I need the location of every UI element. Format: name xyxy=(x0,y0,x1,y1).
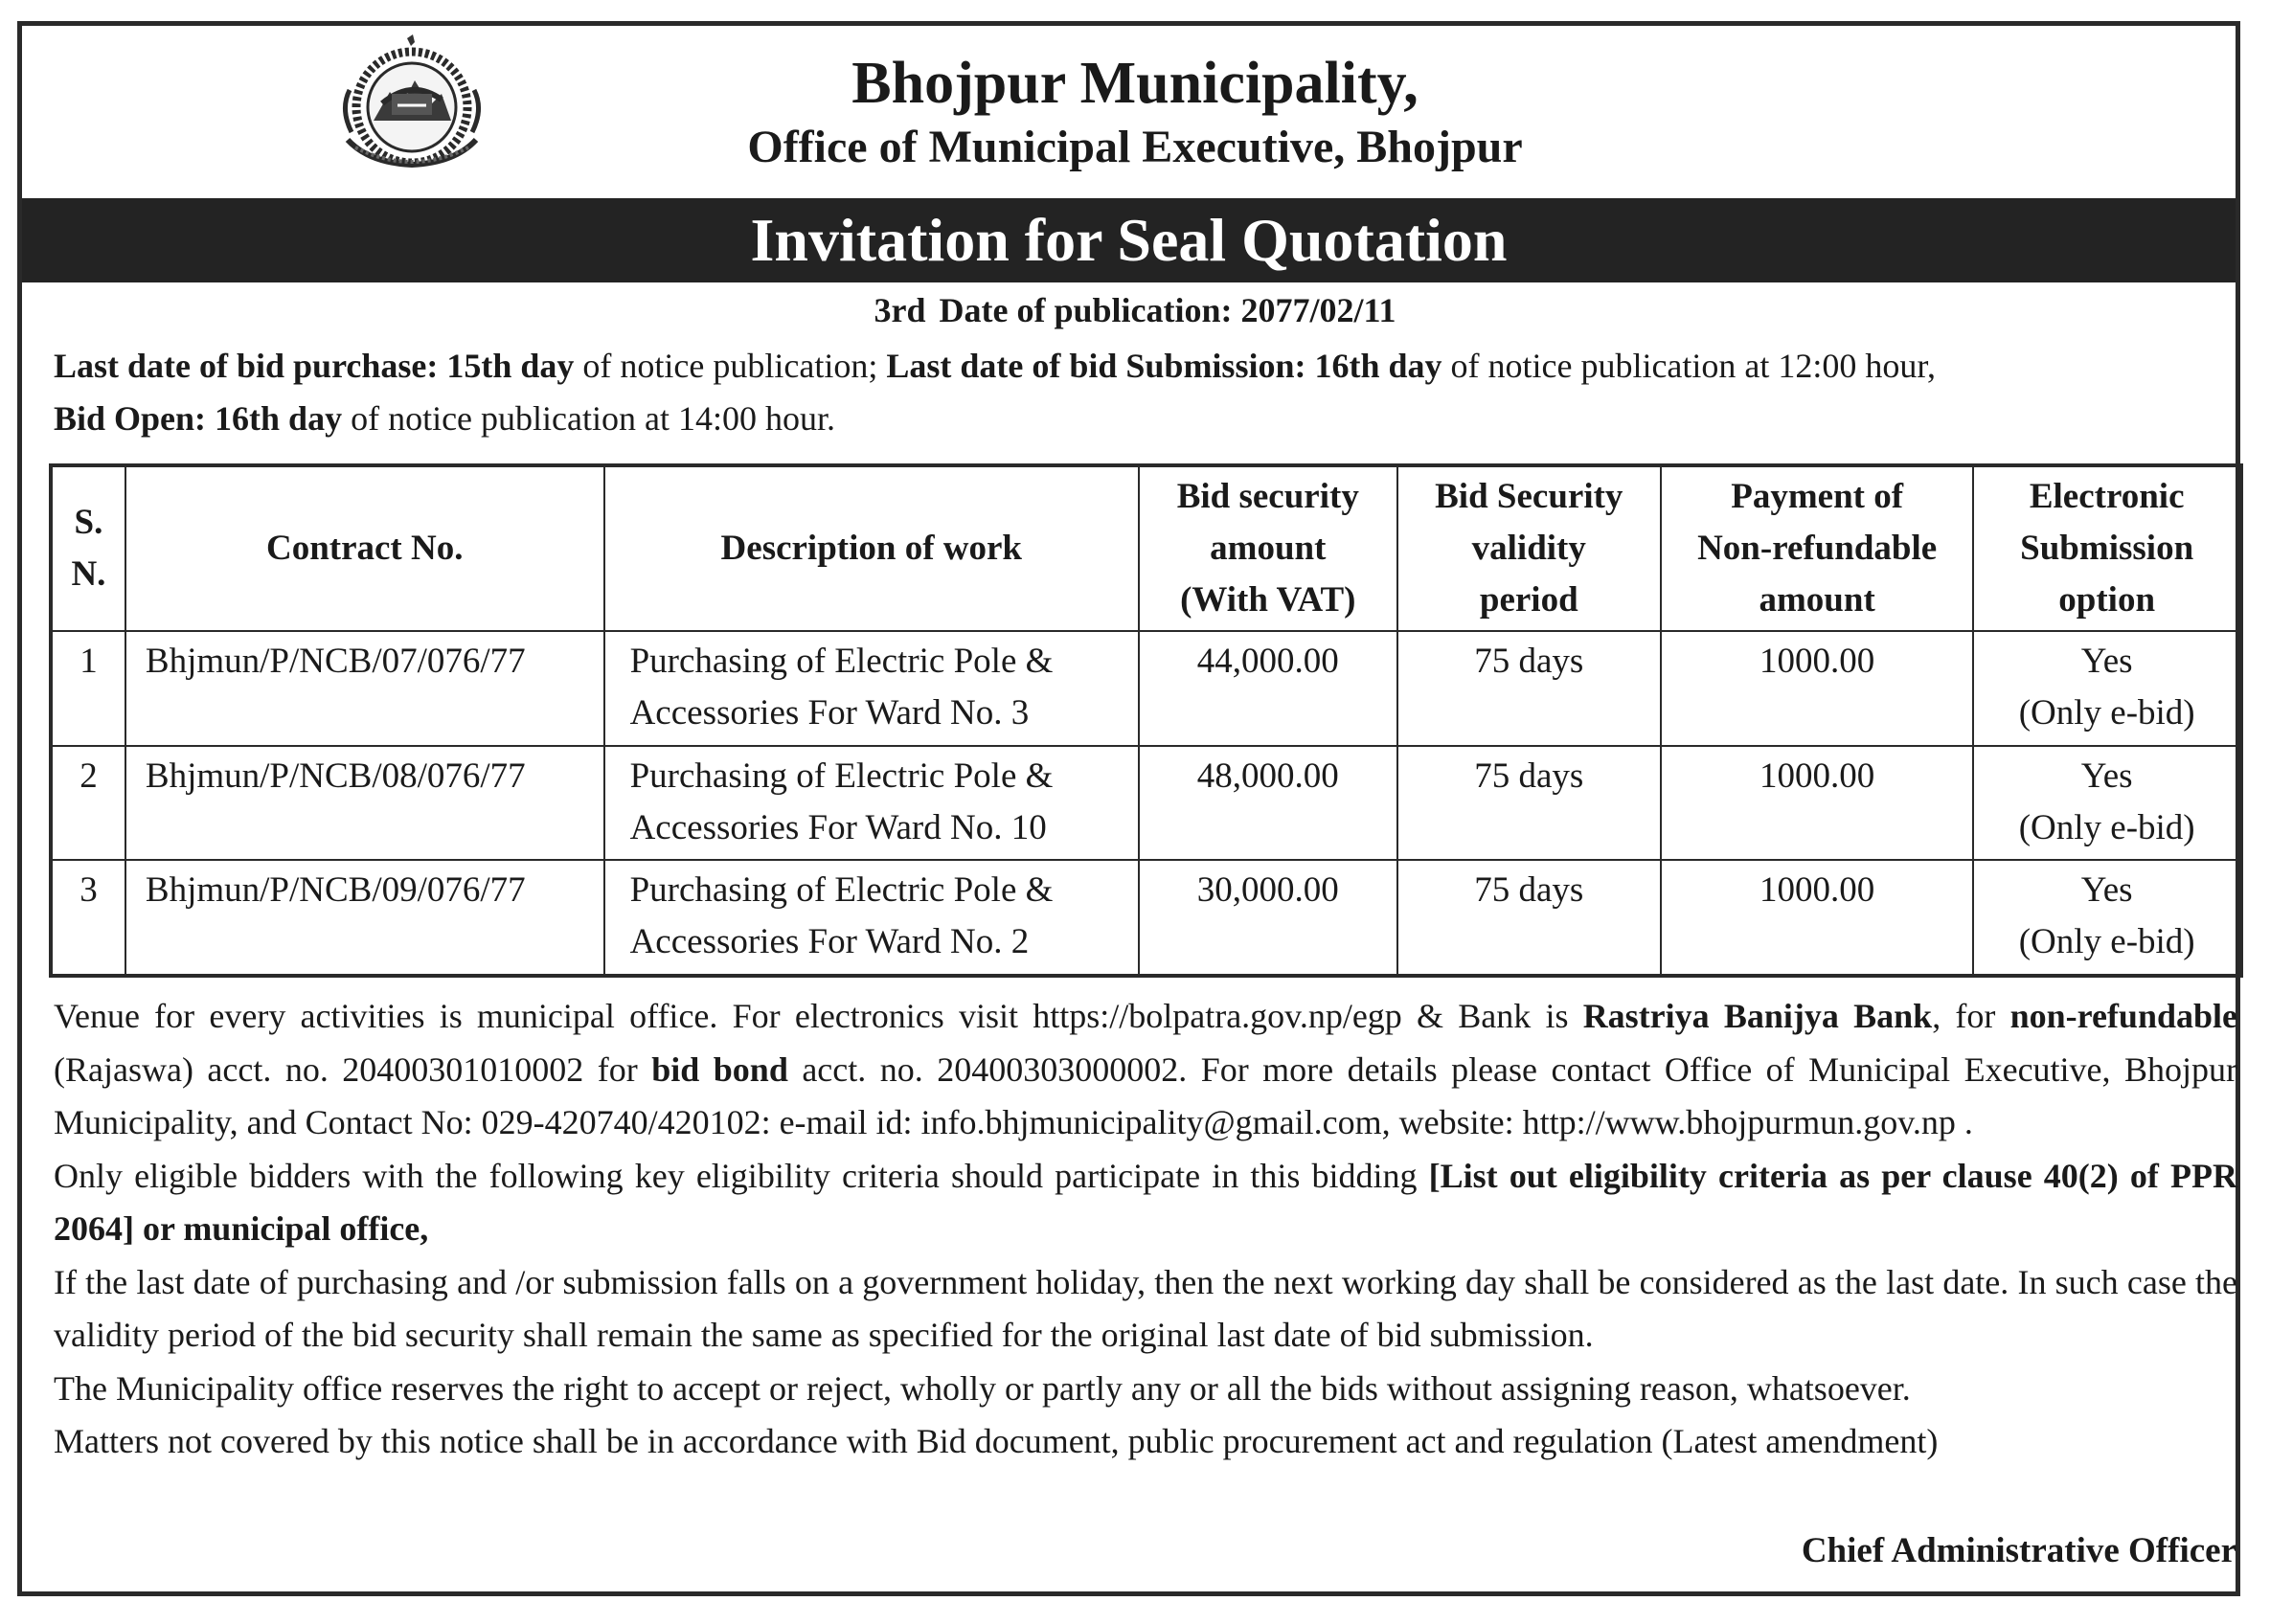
eligibility-paragraph: Only eligible bidders with the following key eligibility criteria should participate in this bidding [List out eligibility criteria as per clause 40(2) of PPR 2064] or municipal office, xyxy=(54,1156,2238,1248)
notice-title-banner xyxy=(22,198,2236,282)
header-contract-no: Contract No. xyxy=(125,465,604,631)
bid-dates xyxy=(54,340,2237,445)
table-header-row xyxy=(51,465,2241,631)
cell-payment: 1000.00 xyxy=(1661,860,1973,976)
municipality-name: Bhojpur Municipality, xyxy=(851,51,1419,116)
cell-contract-no: Bhjmun/P/NCB/07/076/77 xyxy=(125,631,604,746)
cell-bid-security: 48,000.00 xyxy=(1139,746,1397,861)
cell-electronic-submission: Yes (Only e-bid) xyxy=(1973,860,2241,976)
bids-table xyxy=(49,463,2243,978)
header-electronic-submission: Electronic Submission option xyxy=(1973,465,2241,631)
publication-date-label: Date of publication: 2077/02/11 xyxy=(939,291,1396,329)
cell-sn: 3 xyxy=(51,860,125,976)
cell-sn: 1 xyxy=(51,631,125,746)
bid-open-label: Bid Open: 16th day xyxy=(54,399,343,438)
cell-validity: 75 days xyxy=(1397,860,1661,976)
cell-description: Purchasing of Electric Pole & Accessories For Ward No. 10 xyxy=(604,746,1139,861)
table-row xyxy=(51,631,2241,746)
cell-contract-no: Bhjmun/P/NCB/08/076/77 xyxy=(125,746,604,861)
cell-bid-security: 44,000.00 xyxy=(1139,631,1397,746)
cell-electronic-submission: Yes (Only e-bid) xyxy=(1973,631,2241,746)
notice-body xyxy=(54,990,2237,1469)
cell-sn: 2 xyxy=(51,746,125,861)
purchase-deadline-text: of notice publication; xyxy=(574,347,887,385)
cell-validity: 75 days xyxy=(1397,631,1661,746)
cell-contract-no: Bhjmun/P/NCB/09/076/77 xyxy=(125,860,604,976)
non-refundable-label: non-refundable xyxy=(2009,997,2238,1035)
cell-payment: 1000.00 xyxy=(1661,631,1973,746)
bid-open-text: of notice publication at 14:00 hour. xyxy=(342,399,835,438)
cell-description: Purchasing of Electric Pole & Accessories For Ward No. 3 xyxy=(604,631,1139,746)
submission-deadline-label: Last date of bid Submission: 16th day xyxy=(886,347,1442,385)
cell-validity: 75 days xyxy=(1397,746,1661,861)
office-name: Office of Municipal Executive, Bhojpur xyxy=(747,122,1523,172)
submission-deadline-text: of notice publication at 12:00 hour, xyxy=(1441,347,1936,385)
table-row xyxy=(51,746,2241,861)
header-bid-security: Bid security amount (With VAT) xyxy=(1139,465,1397,631)
signoff: Chief Administrative Officer xyxy=(1801,1531,2236,1570)
notice-title: Invitation for Seal Quotation xyxy=(750,206,1508,274)
bid-bond-label: bid bond xyxy=(651,1049,788,1089)
eligibility-criteria: [List out eligibility criteria as per clause 40(2) of PPR 2064] or municipal office, xyxy=(54,1156,2238,1248)
cell-description: Purchasing of Electric Pole & Accessories For Ward No. 2 xyxy=(604,860,1139,976)
table-row xyxy=(51,860,2241,976)
purchase-deadline-label: Last date of bid purchase: 15th day xyxy=(54,347,575,385)
header-description: Description of work xyxy=(604,465,1139,631)
matters-paragraph: Matters not covered by this notice shall be in accordance with Bid document, public procurement act and regulation (Latest amendment) xyxy=(54,1422,1939,1460)
header-payment: Payment of Non-refundable amount xyxy=(1661,465,1973,631)
reserve-paragraph: The Municipality office reserves the right to accept or reject, wholly or partly any or all the bids without assigning reason, whatsoever. xyxy=(54,1368,1911,1408)
cell-electronic-submission: Yes (Only e-bid) xyxy=(1973,746,2241,861)
header-validity: Bid Security validity period xyxy=(1397,465,1661,631)
holiday-paragraph: If the last date of purchasing and /or submission falls on a government holiday, then the next working day shall be considered as the last date. In such case the validity period of the bid security shall remain the same as specified for the original last date of bid submission. xyxy=(54,1262,2237,1354)
venue-paragraph: Venue for every activities is municipal office. For electronics visit https://bolpatra.gov.np/egp & Bank is Rastriya Banijya Bank, for non-refundable (Rajaswa) acct. no. 20400301010002 for bid bond acct. no. 20400303000002. For more details please contact Office of Municipal Executive, Bhojpur Municipality, and Contact No: 029-420740/420102: e-mail id: info.bhjmunicipality@gmail.com, website: http://www.bhojpurmun.gov.np . xyxy=(54,997,2238,1141)
bank-name: Rastriya Banijya Bank xyxy=(1582,997,1933,1035)
cell-payment: 1000.00 xyxy=(1661,746,1973,861)
publication-ordinal: 3rd xyxy=(874,291,926,329)
cell-bid-security: 30,000.00 xyxy=(1139,860,1397,976)
publication-date xyxy=(0,290,2270,330)
header-sn: S. N. xyxy=(51,465,125,631)
